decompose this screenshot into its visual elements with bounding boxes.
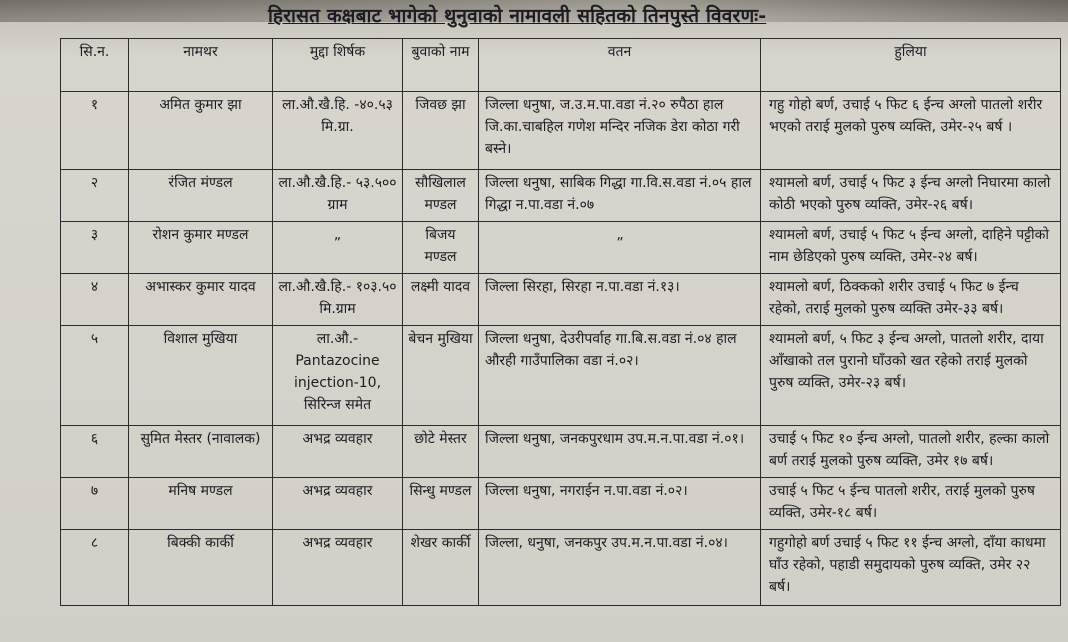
cell-description: गहु गोहो बर्ण, उचाई ५ फिट ६ ईन्च अग्लो पातलो शरीर भएको तराई मुलको पुरुष व्यक्ति, उमेर-२५ बर्ष । [761, 92, 1061, 170]
header-address: वतन [479, 39, 761, 92]
cell-father: सिन्धु मण्डल [403, 478, 479, 530]
cell-case: ला.औ.खै.हि.- १०३.५० मि.ग्राम [273, 274, 403, 326]
cell-case: ला.औ.खै.हि. -४०.५३ मि.ग्रा. [273, 92, 403, 170]
cell-father: शेखर कार्की [403, 530, 479, 606]
cell-case: अभद्र व्यवहार [273, 478, 403, 530]
cell-address: जिल्ला धनुषा, ज.उ.म.पा.वडा नं.२० रुपैठा हाल जि.का.चाबहिल गणेश मन्दिर नजिक डेरा कोठा गरी बस्ने। [479, 92, 761, 170]
cell-description: उचाई ५ फिट १० ईन्च अग्लो, पातलो शरीर, हल्का कालो बर्ण तराई मुलको पुरुष व्यक्ति, उमेर १७ बर्ष। [761, 426, 1061, 478]
cell-sn: ७ [61, 478, 129, 530]
table-row [61, 326, 1061, 426]
header-sn: सि.न. [61, 39, 129, 92]
cell-description: श्यामलो बर्ण, ठिक्कको शरीर उचाई ५ फिट ७ ईन्च रहेको, तराई मुलको पुरुष व्यक्ति उमेर-३३ बर्ष। [761, 274, 1061, 326]
cell-name: रोशन कुमार मण्डल [129, 222, 273, 274]
cell-address: जिल्ला, धनुषा, जनकपुर उप.म.न.पा.वडा नं.०४। [479, 530, 761, 606]
cell-description: उचाई ५ फिट ५ ईन्च पातलो शरीर, तराई मुलको पुरुष व्यक्ति, उमेर-१८ बर्ष। [761, 478, 1061, 530]
table-row [61, 478, 1061, 530]
cell-description: श्यामलो बर्ण, उचाई ५ फिट ५ ईन्च अग्लो, दाहिने पट्टीको नाम छेडिएको पुरुष व्यक्ति, उमेर-२४ बर्ष। [761, 222, 1061, 274]
cell-name: रंजित मंण्डल [129, 170, 273, 222]
cell-father: बेचन मुखिया [403, 326, 479, 426]
table-row [61, 530, 1061, 606]
cell-case: „ [273, 222, 403, 274]
cell-description: गहुगोहो बर्ण उचाई ५ फिट ११ ईन्च अग्लो, दाँया काधमा घाँउ रहेको, पहाडी समुदायको पुरुष व्यक्ति, उमेर २२ बर्ष। [761, 530, 1061, 606]
cell-description: श्यामलो बर्ण, ५ फिट ३ ईन्च अग्लो, पातलो शरीर, दाया आँखाको तल पुरानो घाँउको खत रहेको तराई मुलको पुरुष व्यक्ति, उमेर-२३ बर्ष। [761, 326, 1061, 426]
cell-address: जिल्ला धनुषा, देउरीपर्वाह गा.बि.स.वडा नं.०४ हाल औरही गाउँपालिका वडा नं.०२। [479, 326, 761, 426]
document-title: हिरासत कक्षबाट भागेको थुनुवाको नामावली सहितको तिनपुस्ते विवरणः- [268, 5, 767, 27]
cell-case: ला.औ.- Pantazocine injection-10, सिरिन्ज समेत [273, 326, 403, 426]
cell-address: जिल्ला धनुषा, साबिक गिद्धा गा.वि.स.वडा नं.०५ हाल गिद्धा न.पा.वडा नं.०७ [479, 170, 761, 222]
cell-sn: ८ [61, 530, 129, 606]
table-row [61, 274, 1061, 326]
header-case: मुद्दा शिर्षक [273, 39, 403, 92]
cell-address: जिल्ला धनुषा, जनकपुरधाम उप.म.न.पा.वडा नं.०१। [479, 426, 761, 478]
cell-description: श्यामलो बर्ण, उचाई ५ फिट ३ ईन्च अग्लो निघारमा कालो कोठी भएको पुरुष व्यक्ति, उमेर-२६ बर्ष। [761, 170, 1061, 222]
cell-case: अभद्र व्यवहार [273, 426, 403, 478]
table-row [61, 222, 1061, 274]
cell-sn: १ [61, 92, 129, 170]
table-row [61, 92, 1061, 170]
cell-father: बिजय मण्डल [403, 222, 479, 274]
cell-sn: ६ [61, 426, 129, 478]
cell-sn: ५ [61, 326, 129, 426]
table-row [61, 170, 1061, 222]
cell-sn: ३ [61, 222, 129, 274]
cell-name: मनिष मण्डल [129, 478, 273, 530]
cell-case: अभद्र व्यवहार [273, 530, 403, 606]
cell-address: जिल्ला सिरहा, सिरहा न.पा.वडा नं.१३। [479, 274, 761, 326]
cell-father: छोटे मेस्तर [403, 426, 479, 478]
cell-father: सौखिलाल मण्डल [403, 170, 479, 222]
header-row [61, 39, 1061, 92]
cell-name: अभास्कर कुमार यादव [129, 274, 273, 326]
cell-case: ला.औ.खै.हि.- ५३.५०० ग्राम [273, 170, 403, 222]
cell-father: लक्ष्मी यादव [403, 274, 479, 326]
cell-name: बिक्की कार्की [129, 530, 273, 606]
cell-name: अमित कुमार झा [129, 92, 273, 170]
cell-address: जिल्ला धनुषा, नगराईन न.पा.वडा नं.०२। [479, 478, 761, 530]
table-row [61, 426, 1061, 478]
cell-sn: २ [61, 170, 129, 222]
header-father: बुवाको नाम [403, 39, 479, 92]
header-name: नामथर [129, 39, 273, 92]
cell-sn: ४ [61, 274, 129, 326]
cell-name: विशाल मुखिया [129, 326, 273, 426]
detainee-table [60, 38, 1061, 606]
cell-father: जिवछ झा [403, 92, 479, 170]
header-description: हुलिया [761, 39, 1061, 92]
cell-name: सुमित मेस्तर (नावालक) [129, 426, 273, 478]
cell-address: „ [479, 222, 761, 274]
